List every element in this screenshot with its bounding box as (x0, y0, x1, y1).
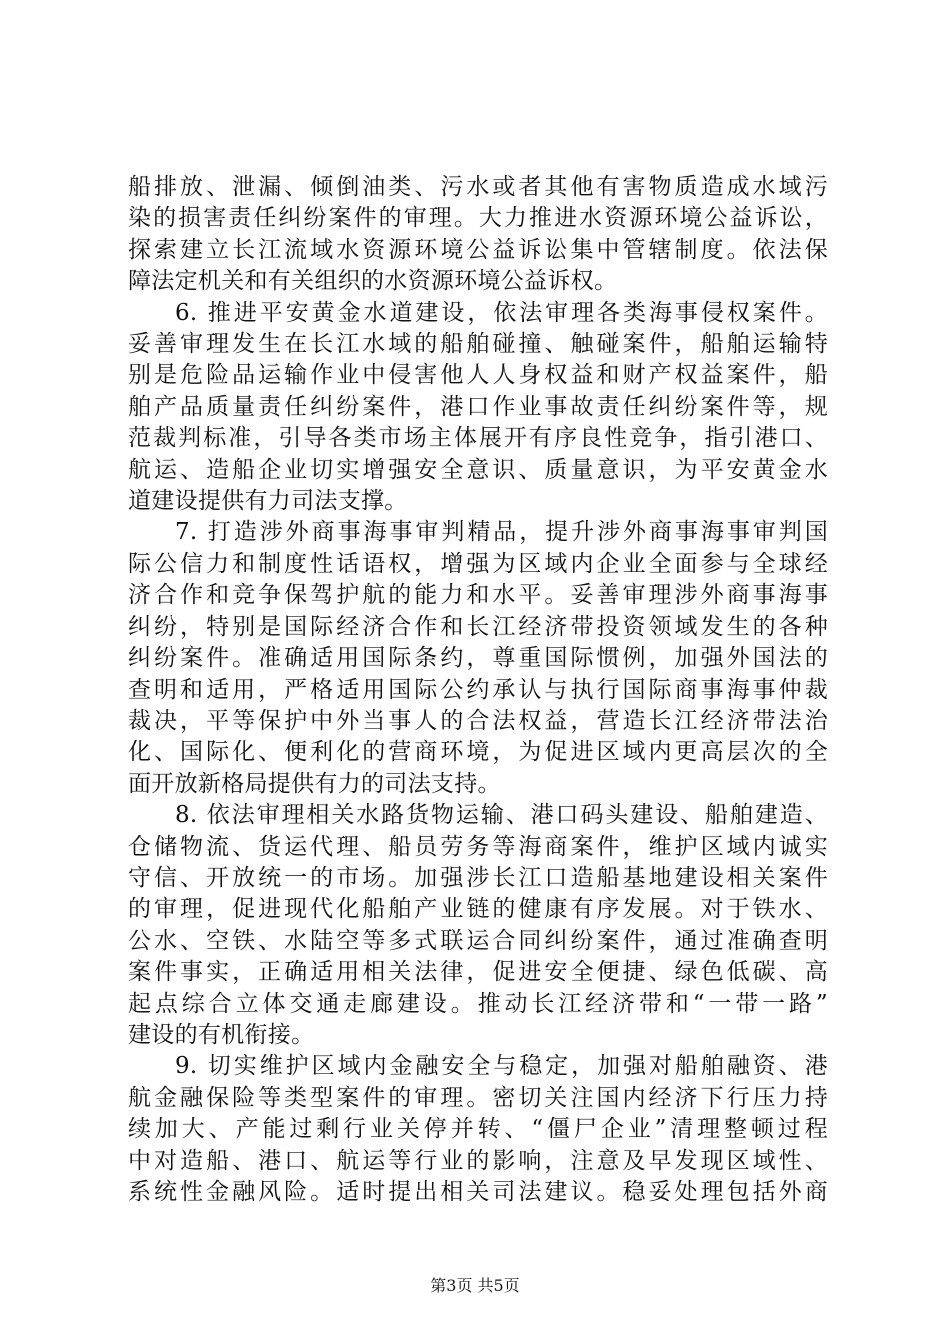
text-line: 妥善审理发生在长江水域的船舶碰撞、触碰案件，船舶运输特 (128, 331, 828, 357)
text-line: 守信、开放统一的市场。加强涉长江口造船基地建设相关案件 (128, 865, 828, 891)
text-line: 纠纷，特别是国际经济合作和长江经济带投资领域发生的各种 (128, 614, 828, 640)
text-line: 起点综合立体交通走廊建设。推动长江经济带和“一带一路” (128, 991, 828, 1017)
text-line: 裁决，平等保护中外当事人的合法权益，营造长江经济带法治 (128, 708, 828, 734)
text-line: 的审理，促进现代化船舶产业链的健康有序发展。对于铁水、 (128, 896, 828, 922)
text-line: 别是危险品运输作业中侵害他人人身权益和财产权益案件，船 (128, 362, 828, 388)
text-line: 染的损害责任纠纷案件的审理。大力推进水资源环境公益诉讼， (128, 205, 828, 231)
text-line: 公水、空铁、水陆空等多式联运合同纠纷案件，通过准确查明 (128, 928, 828, 954)
text-line: 济合作和竞争保驾护航的能力和水平。妥善审理涉外商事海事 (128, 582, 828, 608)
text-line: 续加大、产能过剩行业关停并转、“僵尸企业”清理整顿过程 (128, 1116, 828, 1142)
text-line: 查明和适用，严格适用国际公约承认与执行国际商事海事仲裁 (128, 677, 828, 703)
text-line: 道建设提供有力司法支撑。 (128, 488, 408, 514)
text-line: 探索建立长江流域水资源环境公益诉讼集中管辖制度。依法保 (128, 237, 828, 263)
text-line: 仓储物流、货运代理、船员劳务等海商案件，维护区域内诚实 (128, 834, 828, 860)
paragraph-8-first-line: 8. 依法审理相关水路货物运输、港口码头建设、船舶建造、 (175, 802, 828, 828)
page-number-footer: 第3页 共5页 (430, 1276, 520, 1295)
paragraph-6-first-line: 6. 推进平安黄金水道建设，依法审理各类海事侵权案件。 (175, 300, 828, 326)
text-line: 建设的有机衔接。 (128, 1022, 315, 1048)
paragraph-7-first-line: 7. 打造涉外商事海事审判精品，提升涉外商事海事审判国 (175, 519, 828, 545)
text-line: 际公信力和制度性话语权，增强为区域内企业全面参与全球经 (128, 551, 828, 577)
text-line: 舶产品质量责任纠纷案件，港口作业事故责任纠纷案件等，规 (128, 394, 828, 420)
paragraph-9-first-line: 9. 切实维护区域内金融安全与稳定，加强对船舶融资、港 (175, 1053, 828, 1079)
text-line: 船排放、泄漏、倾倒油类、污水或者其他有害物质造成水域污 (128, 174, 828, 200)
text-line: 纠纷案件。准确适用国际条约，尊重国际惯例，加强外国法的 (128, 645, 828, 671)
text-line: 系统性金融风险。适时提出相关司法建议。稳妥处理包括外商 (128, 1179, 828, 1205)
text-line: 范裁判标准，引导各类市场主体展开有序良性竞争，指引港口、 (128, 425, 828, 451)
text-line: 化、国际化、便利化的营商环境，为促进区域内更高层次的全 (128, 739, 828, 765)
text-line: 障法定机关和有关组织的水资源环境公益诉权。 (128, 268, 618, 294)
text-line: 中对造船、港口、航运等行业的影响，注意及早发现区域性、 (128, 1148, 828, 1174)
text-line: 航金融保险等类型案件的审理。密切关注国内经济下行压力持 (128, 1085, 828, 1111)
text-line: 面开放新格局提供有力的司法支持。 (128, 771, 501, 797)
text-line: 案件事实，正确适用相关法律，促进安全便捷、绿色低碳、高 (128, 959, 828, 985)
text-line: 航运、造船企业切实增强安全意识、质量意识，为平安黄金水 (128, 457, 828, 483)
